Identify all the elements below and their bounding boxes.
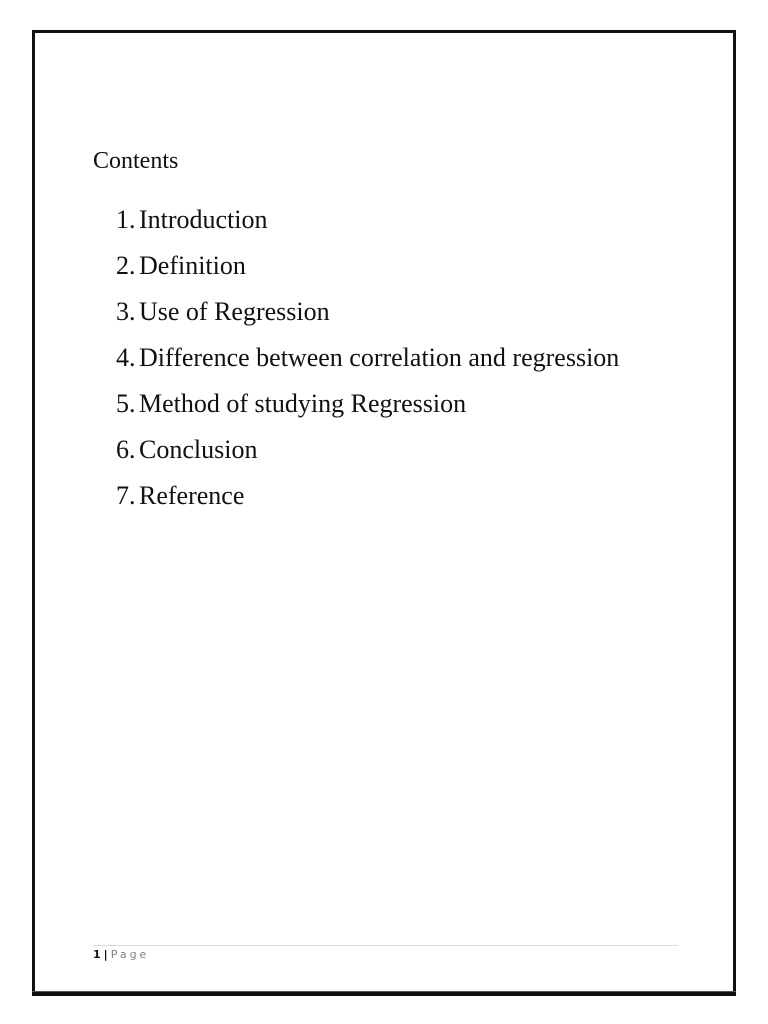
toc-item-difference (116, 342, 619, 388)
toc-item-label: Conclusion (139, 435, 258, 464)
toc-item-definition (116, 250, 619, 296)
footer-divider (93, 945, 678, 946)
page-footer (93, 947, 149, 963)
toc-item-number: 7. (116, 481, 136, 510)
page-border-bottom-line (32, 991, 736, 992)
toc-item-use-of-regression (116, 296, 619, 342)
toc-item-number: 6. (116, 435, 136, 464)
toc-item-number: 4. (116, 343, 136, 372)
toc-item-number: 1. (116, 205, 136, 234)
toc-item-reference (116, 480, 619, 526)
toc-item-label: Introduction (139, 205, 268, 234)
toc-item-label: Reference (139, 481, 245, 510)
toc-item-label: Difference between correlation and regression (139, 343, 620, 372)
toc-item-label: Use of Regression (139, 297, 330, 326)
toc-item-number: 3. (116, 297, 136, 326)
toc-item-introduction (116, 204, 619, 250)
contents-heading: Contents (93, 148, 179, 174)
page-label: Page (110, 948, 150, 961)
toc-item-conclusion (116, 434, 619, 480)
toc-item-method (116, 388, 619, 434)
toc-item-number: 2. (116, 251, 136, 280)
toc-item-number: 5. (116, 389, 136, 418)
toc-item-label: Method of studying Regression (139, 389, 467, 418)
toc-item-label: Definition (139, 251, 246, 280)
footer-separator: | (103, 948, 108, 961)
page-number: 1 (93, 948, 101, 961)
table-of-contents (116, 204, 619, 526)
